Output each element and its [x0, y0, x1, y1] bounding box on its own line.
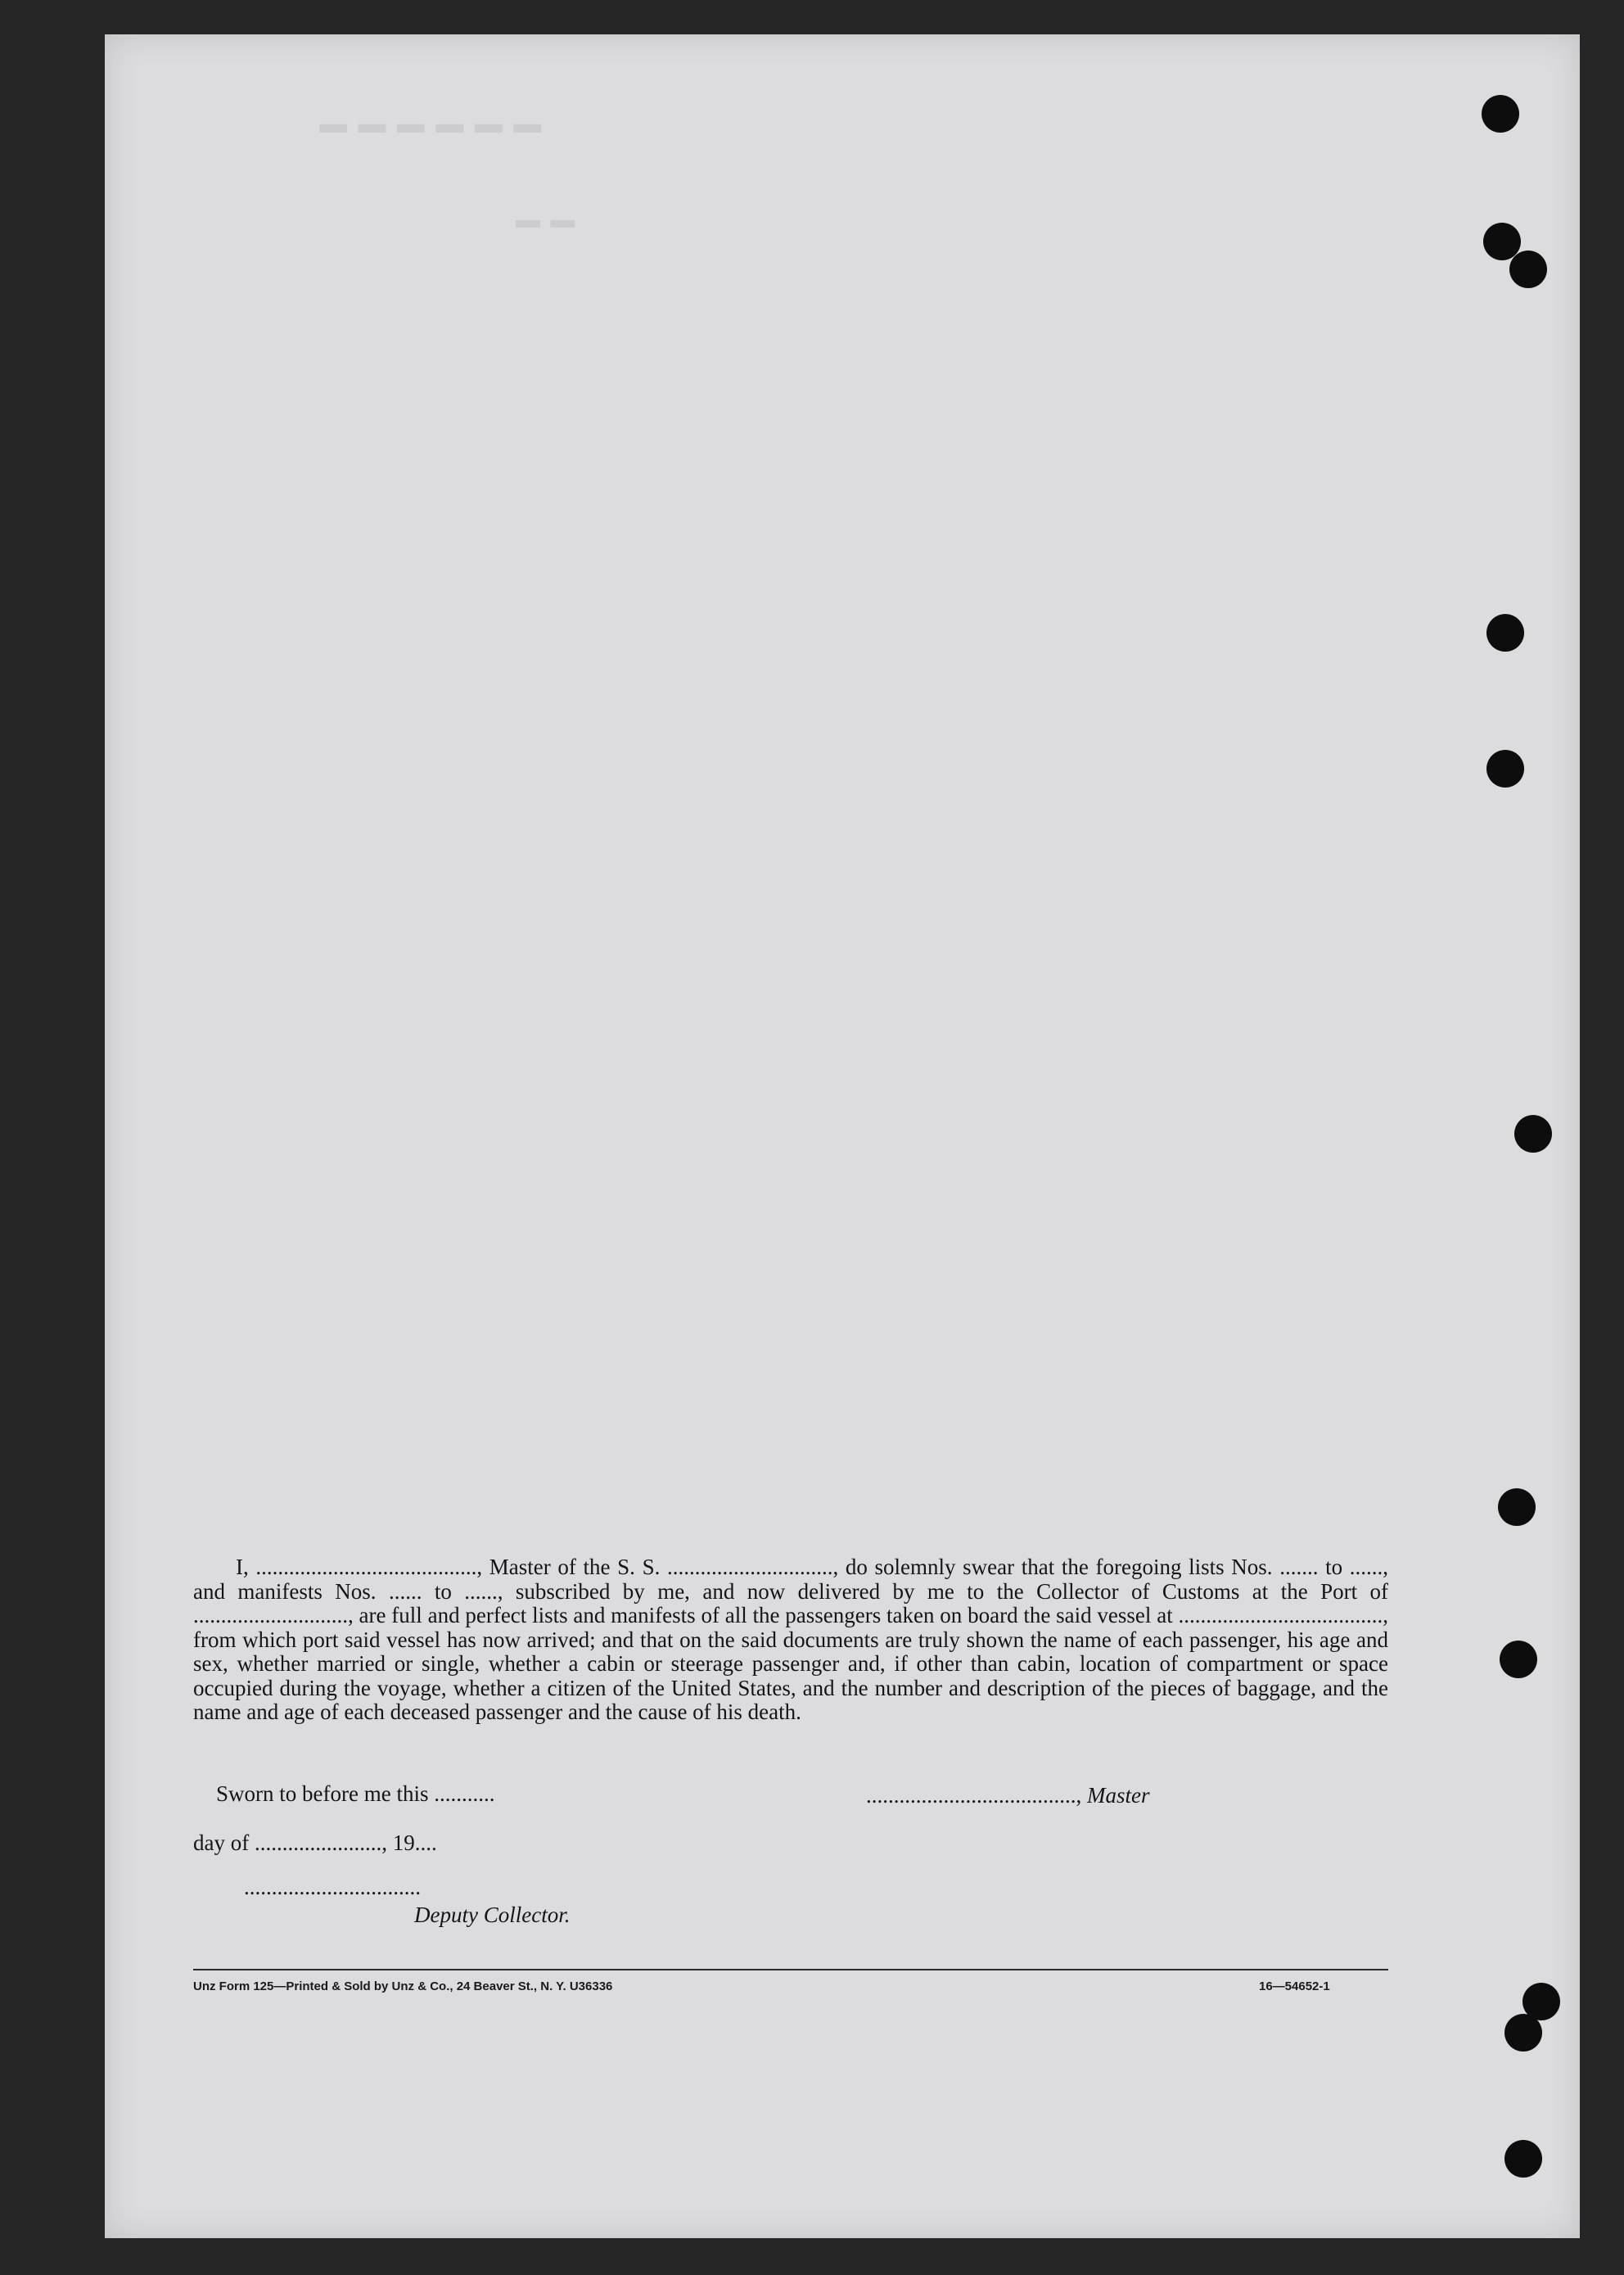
deputy-dots: ................................	[244, 1875, 421, 1899]
punch-hole-icon	[1482, 95, 1519, 133]
punch-hole-icon	[1486, 614, 1524, 652]
punch-hole-icon	[1486, 750, 1524, 788]
footer-printer-line: Unz Form 125—Printed & Sold by Unz & Co., 24 Beaver St., N. Y. U36336	[193, 1979, 613, 1993]
punch-hole-icon	[1498, 1488, 1536, 1526]
deputy-collector-label	[414, 1903, 570, 1928]
master-dots: ......................................,	[866, 1783, 1082, 1808]
document-page	[105, 34, 1580, 2238]
master-label: Master	[1087, 1783, 1150, 1808]
footer-form-number: 16—54652-1	[1259, 1979, 1330, 1993]
punch-hole-icon	[1514, 1115, 1552, 1153]
oath-paragraph	[193, 1555, 1388, 1725]
punch-hole-icon	[1509, 251, 1547, 288]
bleed-through-heading: ▬ ▬ ▬ ▬ ▬ ▬	[318, 108, 542, 139]
punch-hole-icon	[1500, 1641, 1537, 1678]
master-signature-line	[866, 1783, 1150, 1808]
bleed-through-stamp: ▬ ▬	[514, 206, 575, 233]
punch-hole-icon	[1504, 2014, 1542, 2052]
sworn-line: Sworn to before me this ...........	[216, 1781, 495, 1806]
punch-hole-icon	[1504, 2140, 1542, 2178]
deputy-label: Deputy Collector.	[414, 1903, 571, 1927]
day-line: day of ......................., 19....	[193, 1830, 437, 1855]
footer-rule	[193, 1969, 1388, 1970]
oath-text: I, ........................................, Master of the S. S. .............................., do solemnly swear that the foregoing lists Nos. ....... to ......, and manifests Nos. ...... to ......, subscribed by me, and now delivered by me to the Collector of Customs at the Port of ............................, are full and perfect lists and manifests of all the passengers taken on board the said vessel at ....................................., from which port said vessel has now arrived; and that on the said documents are truly shown the name of each passenger, his age and sex, whether married or single, whether a cabin or steerage passenger and, if other than cabin, location of compartment or space occupied during the voyage, whether a citizen of the United States, and the number and description of the pieces of baggage, and the name and age of each deceased passenger and the cause of his death.	[193, 1555, 1388, 1724]
